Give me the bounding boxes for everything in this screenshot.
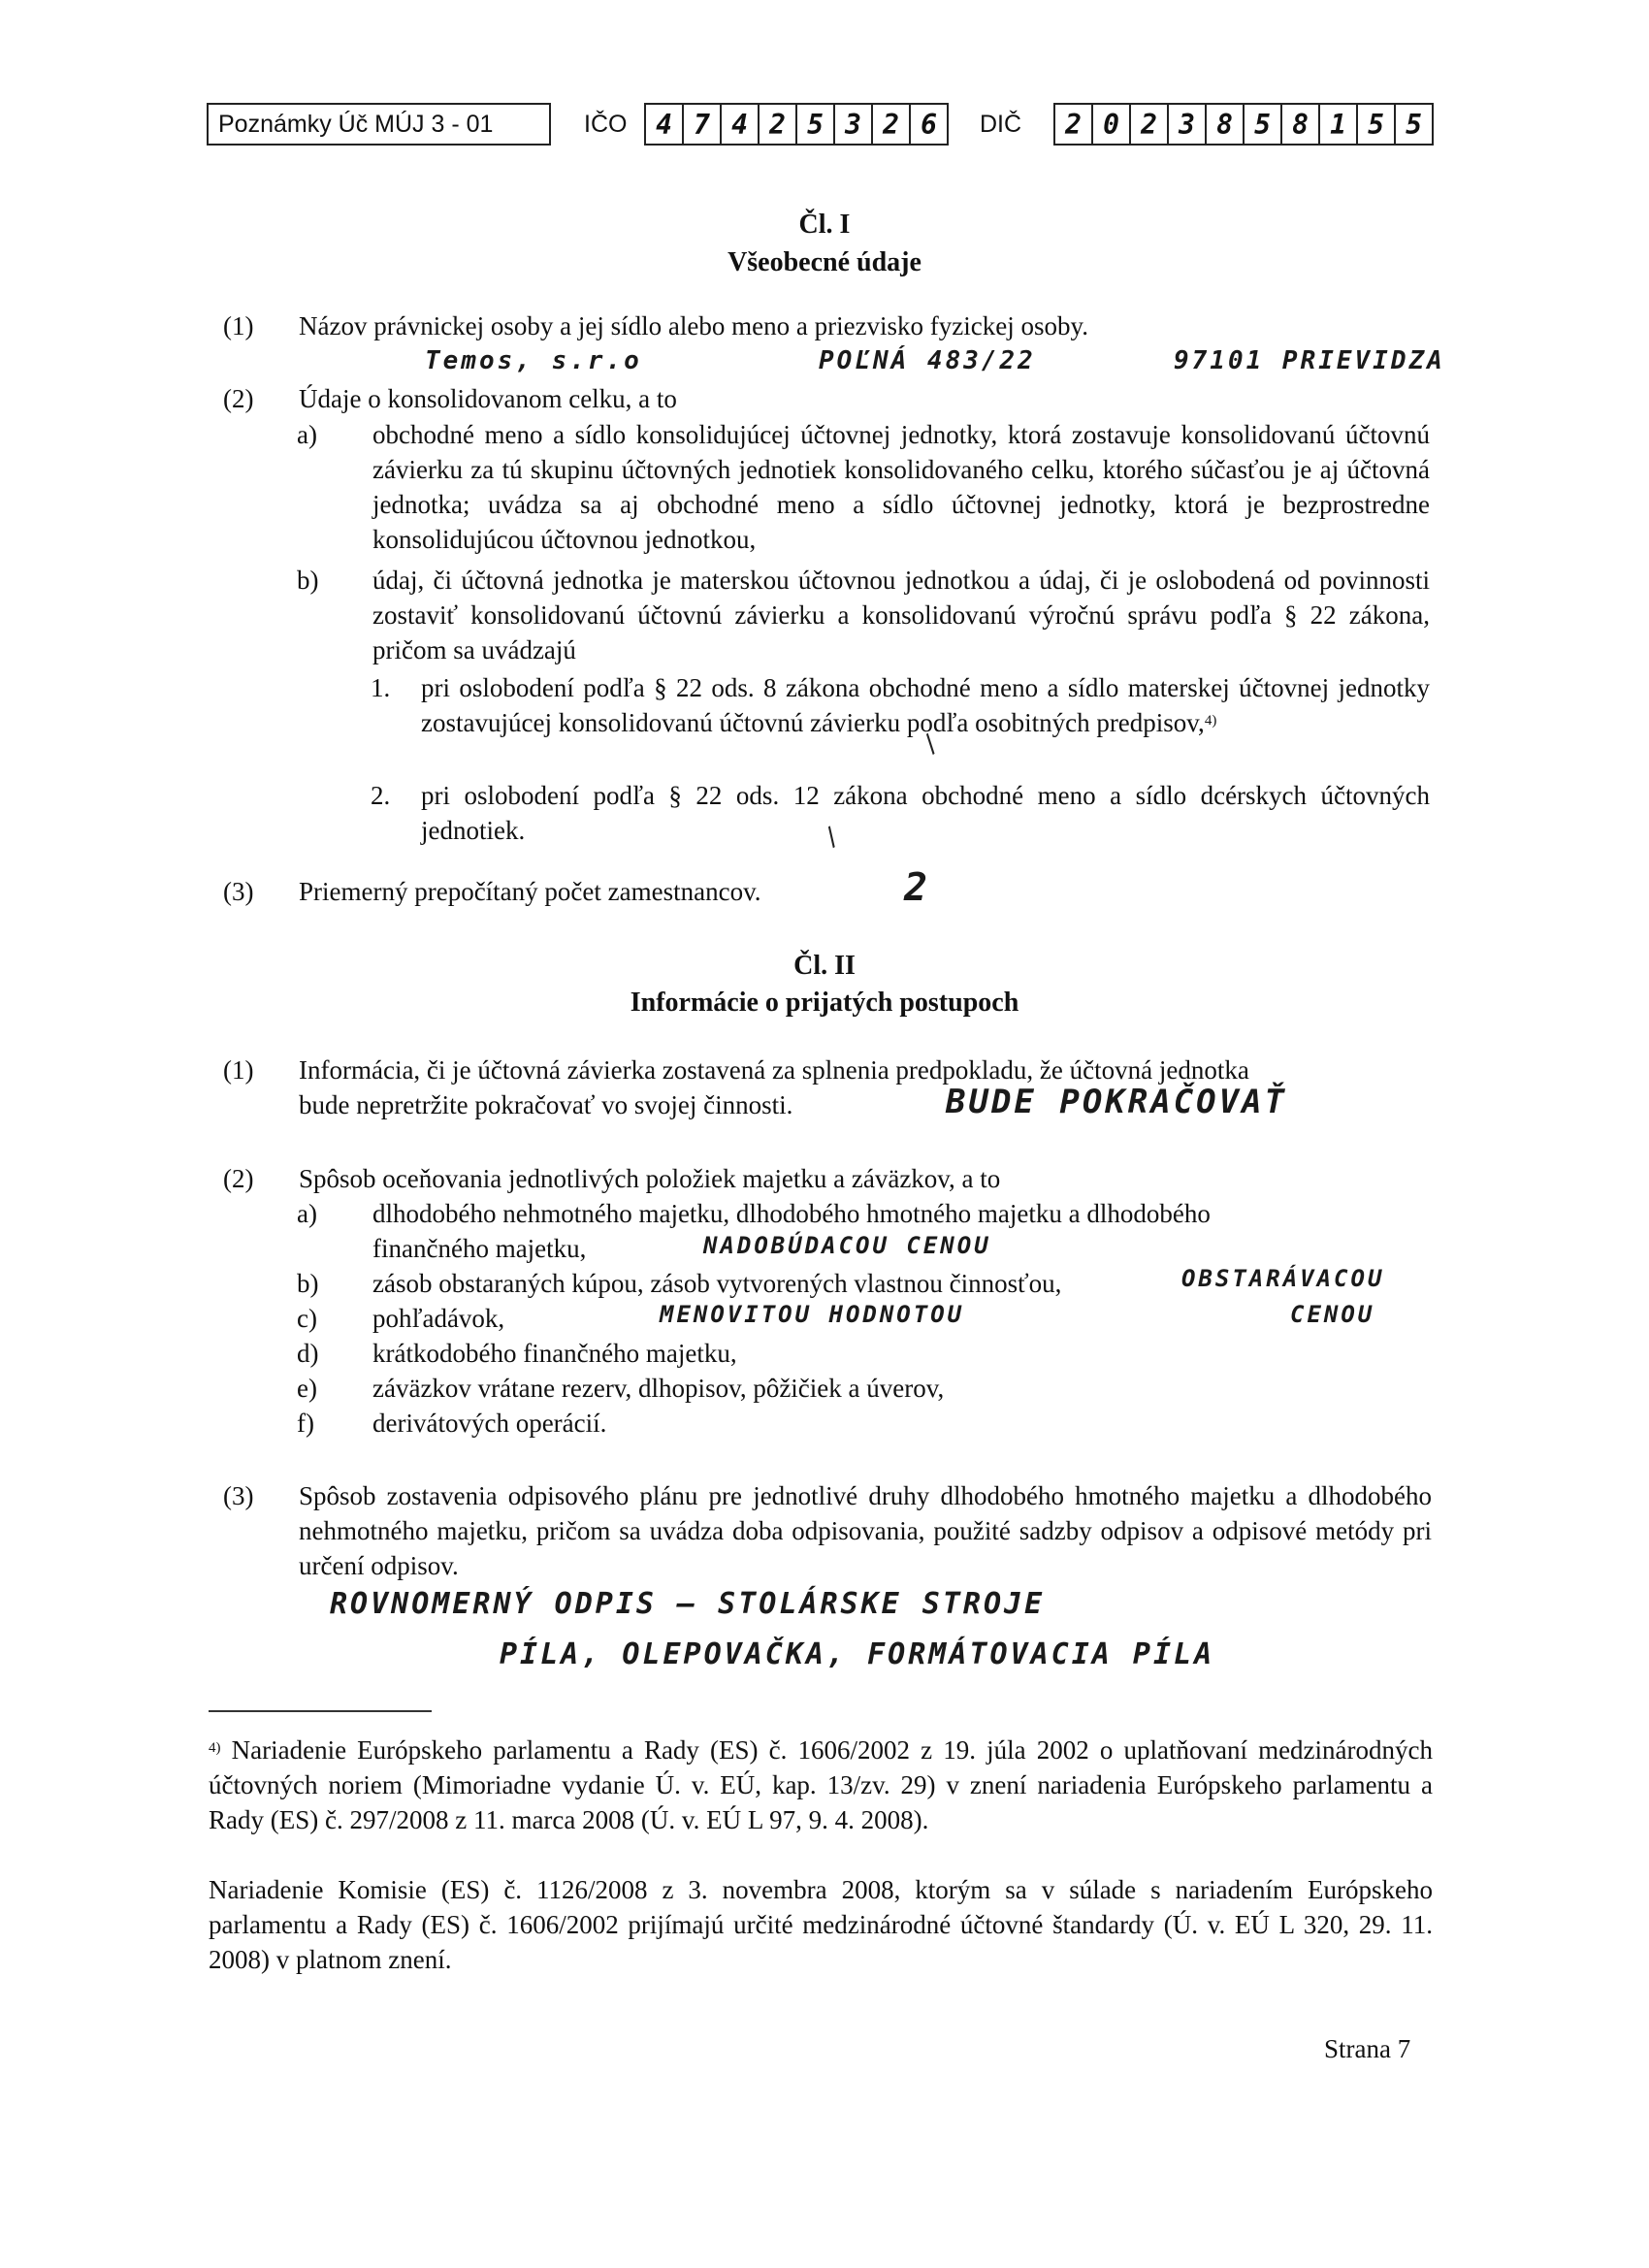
- a1-b-text: údaj, či účtovná jednotka je materskou účtovnou jednotkou a údaj, či je oslobodená od povinnosti zostaviť konsolidovanú účtovnú závierku a konsolidovanú výročnú správu podľa § 22 zákona, pričom sa uvádzajú: [372, 566, 1430, 664]
- valuation-item-label: d): [297, 1339, 319, 1368]
- hand-item-c-value: MENOVITOU HODNOTOU: [660, 1301, 965, 1328]
- ico-digit-boxes[interactable]: [644, 103, 949, 146]
- a1-b1-label: 1.: [371, 673, 391, 702]
- a2-p2-number: (2): [223, 1164, 254, 1193]
- ico-digit[interactable]: 2: [873, 105, 911, 144]
- ico-digit[interactable]: 4: [722, 105, 760, 144]
- ico-digit[interactable]: 3: [835, 105, 873, 144]
- valuation-item-label: f): [297, 1409, 314, 1438]
- hand-depreciation-method: ROVNOMERNÝ ODPIS – STOLÁRSKE STROJE: [330, 1587, 1046, 1621]
- article1-subtitle: Všeobecné údaje: [728, 247, 922, 277]
- a1-a-label: a): [297, 420, 317, 449]
- article2-subtitle: Informácie o prijatých postupoch: [630, 988, 1019, 1018]
- valuation-item-label: b): [297, 1269, 319, 1298]
- a1-b2-text: pri oslobodení podľa § 22 ods. 12 zákona obchodné meno a sídlo dcérskych účtovných jednotiek.: [421, 781, 1430, 845]
- a2-a-text-line2: finančného majetku,: [372, 1234, 587, 1263]
- hand-employee-count: 2: [904, 865, 931, 910]
- hand-item-c-value-2: CENOU: [1290, 1301, 1375, 1328]
- valuation-item-text: krátkodobého finančného majetku,: [372, 1339, 737, 1368]
- valuation-item-label: a): [297, 1199, 317, 1228]
- check-mark: /: [919, 729, 943, 759]
- hand-company-name: Temos, s.r.o: [425, 346, 642, 375]
- form-code-box: [207, 103, 551, 146]
- hand-going-concern: BUDE POKRAČOVAŤ: [946, 1083, 1288, 1121]
- check-mark: /: [821, 822, 843, 853]
- valuation-item-text: derivátových operácií.: [372, 1409, 607, 1438]
- valuation-item-label: e): [297, 1374, 317, 1403]
- a1-p1-number: (1): [223, 311, 254, 340]
- hand-item-b-value: OBSTARÁVACOU: [1181, 1265, 1385, 1292]
- dic-digit[interactable]: 2: [1131, 105, 1169, 144]
- hand-depreciation-assets: PÍLA, OLEPOVAČKA, FORMÁTOVACIA PÍLA: [500, 1637, 1215, 1671]
- valuation-item-text: zásob obstaraných kúpou, zásob vytvorených vlastnou činnosťou,: [372, 1269, 1062, 1298]
- ico-label: IČO: [584, 111, 628, 138]
- a1-a-text: obchodné meno a sídlo konsolidujúcej účtovnej jednotky, ktorá zostavuje konsolidovanú účtovnú závierku za tú skupinu účtovných jednotiek konsolidovaného celku, ktorého súčasťou je aj účtovná jednotka; uvádza sa aj obchodné meno a sídlo účtovnej jednotky, ktorá je bezprostredne konsolidujúcou účtovnou jednotkou,: [372, 420, 1430, 554]
- a1-b-label: b): [297, 566, 319, 595]
- ico-digit[interactable]: 5: [797, 105, 835, 144]
- valuation-item-text: záväzkov vrátane rezerv, dlhopisov, pôžičiek a úverov,: [372, 1374, 945, 1403]
- hand-company-city: 97101 PRIEVIDZA: [1174, 346, 1445, 375]
- a1-b2-label: 2.: [371, 781, 391, 810]
- a2-p1-number: (1): [223, 1055, 254, 1085]
- dic-digit[interactable]: 3: [1169, 105, 1207, 144]
- hand-item-a-value: NADOBÚDACOU CENOU: [703, 1232, 991, 1259]
- dic-digit[interactable]: 8: [1282, 105, 1320, 144]
- page-number: Strana 7: [1324, 2034, 1411, 2063]
- footnote-separator: [209, 1710, 432, 1712]
- ico-digit[interactable]: 7: [684, 105, 722, 144]
- dic-label: DIČ: [980, 111, 1022, 138]
- a2-p2-text: Spôsob oceňovania jednotlivých položiek majetku a záväzkov, a to: [299, 1164, 1001, 1193]
- dic-digit[interactable]: 5: [1406, 108, 1422, 141]
- footnote-para-1: $^{4)}$ Nariadenie Európskeho parlamentu a Rady (ES) č. 1606/2002 z 19. júla 2002 o uplatňovaní medzinárodných účtovných noriem (Mimoriadne vydanie Ú. v. EÚ, kap. 13/zv. 29) v znení nariadenia Európskeho parlamentu a Rady (ES) č. 297/2008 z 11. marca 2008 (Ú. v. EÚ L 97, 9. 4. 2008).: [209, 1735, 1433, 1834]
- a1-p3-number: (3): [223, 877, 254, 906]
- valuation-item-text: dlhodobého nehmotného majetku, dlhodobého hmotného majetku a dlhodobého: [372, 1199, 1211, 1228]
- dic-digit[interactable]: 1: [1320, 105, 1358, 144]
- form-code-label: Poznámky Úč MÚJ 3 - 01: [218, 110, 494, 138]
- a2-p1-text-line2: bude nepretržite pokračovať vo svojej činnosti.: [299, 1090, 793, 1119]
- article2-title: Čl. II: [793, 951, 856, 981]
- dic-digit[interactable]: 5: [1245, 105, 1282, 144]
- ico-digit[interactable]: 2: [760, 105, 797, 144]
- a1-p2-text: Údaje o konsolidovanom celku, a to: [299, 384, 677, 413]
- dic-digit-boxes[interactable]: [1053, 103, 1434, 146]
- dic-digit[interactable]: 0: [1093, 105, 1131, 144]
- valuation-item-label: c): [297, 1304, 317, 1333]
- a1-p3-text: Priemerný prepočítaný počet zamestnancov.: [299, 877, 761, 906]
- a1-p2-number: (2): [223, 384, 254, 413]
- dic-digit[interactable]: 5: [1358, 105, 1396, 144]
- dic-digit[interactable]: 2: [1055, 105, 1093, 144]
- a1-p1-text: Názov právnickej osoby a jej sídlo alebo meno a priezvisko fyzickej osoby.: [299, 311, 1089, 340]
- ico-digit[interactable]: 6: [921, 108, 937, 141]
- ico-digit[interactable]: 4: [646, 105, 684, 144]
- a2-p3-number: (3): [223, 1481, 254, 1510]
- a2-p3-text: Spôsob zostavenia odpisového plánu pre jednotlivé druhy dlhodobého hmotného majetku a dlhodobého nehmotného majetku, pričom sa uvádza doba odpisovania, použité sadzby odpisov a odpisové metódy pri určení odpisov.: [299, 1481, 1432, 1580]
- hand-company-street: POĽNÁ 483/22: [819, 346, 1036, 375]
- dic-digit[interactable]: 8: [1207, 105, 1245, 144]
- a2-p1-text-line1: Informácia, či je účtovná závierka zostavená za splnenia predpokladu, že účtovná jednotka: [299, 1055, 1249, 1085]
- valuation-item-text: pohľadávok,: [372, 1304, 505, 1333]
- a1-b1-text: pri oslobodení podľa § 22 ods. 8 zákona obchodné meno a sídlo materskej účtovnej jednotky zostavujúcej konsolidovanú účtovnú závierku podľa osobitných predpisov,$^{4)}$: [421, 673, 1430, 737]
- article1-title: Čl. I: [798, 210, 851, 240]
- footnote-para-2: Nariadenie Komisie (ES) č. 1126/2008 z 3. novembra 2008, ktorým sa v súlade s nariadením Európskeho parlamentu a Rady (ES) č. 1606/2002 prijímajú určité medzinárodné účtovné štandardy (Ú. v. EÚ L 320, 29. 11. 2008) v platnom znení.: [209, 1875, 1433, 1974]
